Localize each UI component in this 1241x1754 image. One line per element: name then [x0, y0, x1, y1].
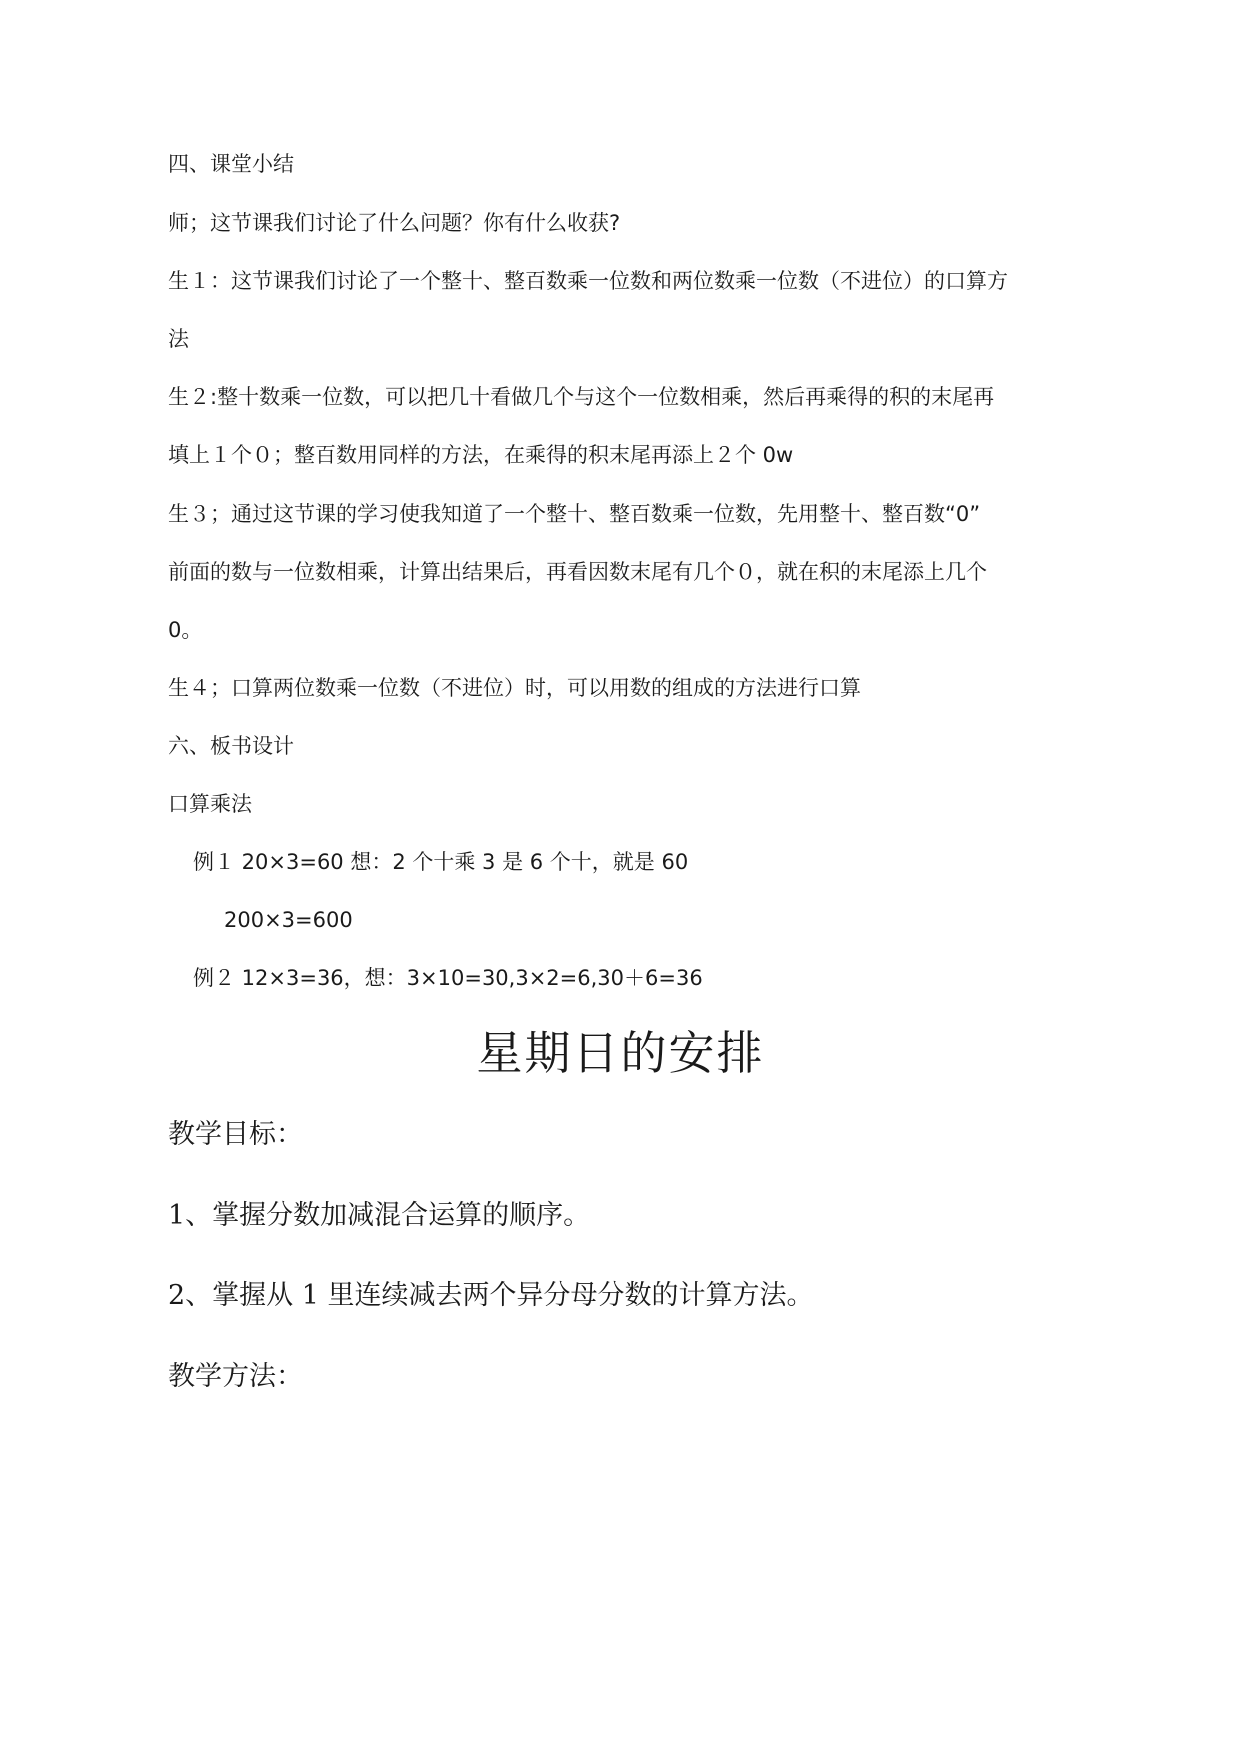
- board-subtitle: 口算乘法: [168, 792, 252, 816]
- board-example1: 例１ 20×3=60 想：2 个十乘 3 是 6 个十，就是 60: [193, 850, 689, 874]
- section-heading-board: 六、板书设计: [168, 734, 294, 758]
- lesson-title: 星期日的安排: [476, 1026, 765, 1080]
- teaching-methods-heading: 教学方法：: [168, 1361, 303, 1392]
- teaching-goals-heading: 教学目标：: [168, 1119, 303, 1150]
- board-example1-extra: 200×3=600: [224, 908, 353, 932]
- section-heading-summary: 四、课堂小结: [168, 152, 294, 176]
- board-example2: 例２ 12×3=36，想：3×10=30,3×2=6,30＋6=36: [193, 966, 703, 990]
- teaching-goal-1: 1、掌握分数加减混合运算的顺序。: [168, 1200, 591, 1231]
- student1-answer-line2: 法: [168, 327, 189, 351]
- student1-answer-line1: 生１：这节课我们讨论了一个整十、整百数乘一位数和两位数乘一位数（不进位）的口算方: [168, 269, 1008, 293]
- student3-answer-line2: 前面的数与一位数相乘，计算出结果后，再看因数末尾有几个０，就在积的末尾添上几个: [168, 560, 987, 584]
- student2-answer-line1: 生２:整十数乘一位数，可以把几十看做几个与这个一位数相乘，然后再乘得的积的末尾再: [168, 385, 995, 409]
- student3-answer-line3: 0。: [168, 618, 203, 642]
- student3-answer-line1: 生３；通过这节课的学习使我知道了一个整十、整百数乘一位数，先用整十、整百数“0”: [168, 502, 981, 526]
- student4-answer: 生４；口算两位数乘一位数（不进位）时，可以用数的组成的方法进行口算: [168, 676, 861, 700]
- teaching-goal-2: 2、掌握从 1 里连续减去两个异分母分数的计算方法。: [168, 1280, 814, 1311]
- teacher-question: 师；这节课我们讨论了什么问题？你有什么收获?: [168, 211, 621, 235]
- student2-answer-line2: 填上１个０；整百数用同样的方法，在乘得的积末尾再添上２个 0w: [168, 443, 794, 467]
